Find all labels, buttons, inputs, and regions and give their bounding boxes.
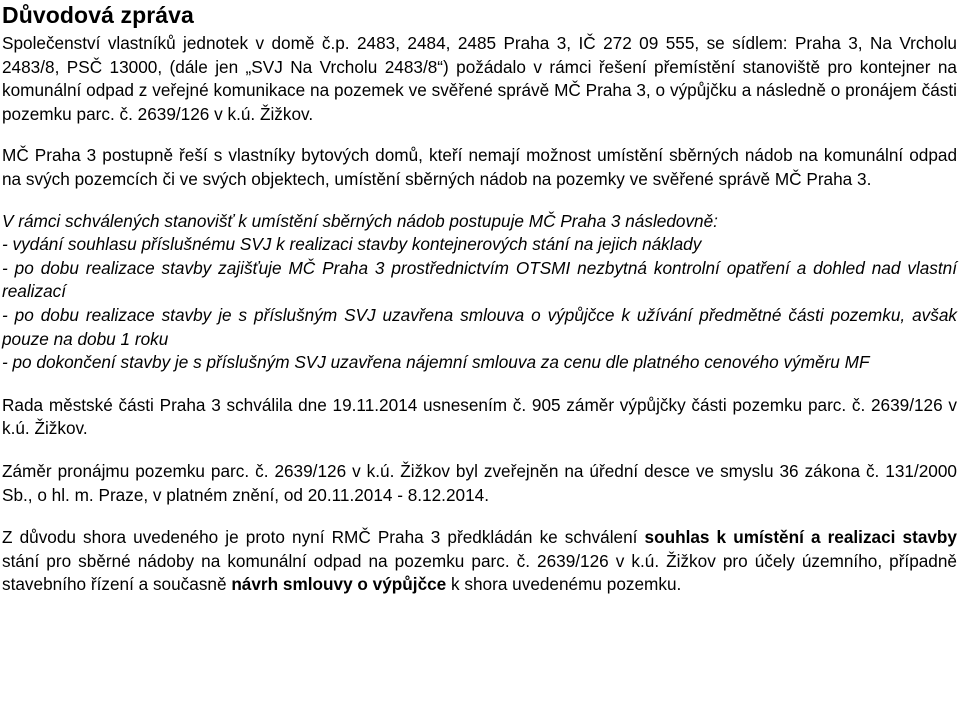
paragraph-council-resolution: Rada městské části Praha 3 schválila dne 19.11.2014 usnesením č. 905 záměr výpůjčky části pozemku parc. č. 2639/126 v k.ú. Žižkov. bbox=[2, 394, 957, 439]
proposal-text: k shora uvedenému pozemku. bbox=[446, 574, 682, 595]
procedure-item: - po dobu realizace stavby je s příslušným SVJ uzavřena smlouva o výpůjčce k užívání předmětné části pozemku, avšak pouze na dobu 1 roku bbox=[2, 304, 957, 349]
proposal-text: Z důvodu shora uvedeného je proto nyní RMČ Praha 3 předkládán ke schválení bbox=[2, 527, 645, 548]
paragraph-procedure bbox=[2, 210, 957, 375]
paragraph-publication: Záměr pronájmu pozemku parc. č. 2639/126 v k.ú. Žižkov byl zveřejněn na úřední desce ve smyslu 36 zákona č. 131/2000 Sb., o hl. m. Praze, v platném znění, od 20.11.2014 - 8.12.2014. bbox=[2, 460, 957, 505]
paragraph-proposal bbox=[2, 526, 957, 597]
document-title: Důvodová zpráva bbox=[2, 2, 194, 28]
proposal-text: stání pro sběrné nádoby na komunální odpad na pozemku parc. č. 2639/126 v k.ú. Žižkov pro účely územního, případně stavebního řízení a současně bbox=[2, 550, 957, 595]
proposal-bold-consent: souhlas k umístění a realizaci stavby bbox=[644, 527, 957, 548]
procedure-item: - po dobu realizace stavby zajišťuje MČ Praha 3 prostřednictvím OTSMI nezbytná kontrolní opatření a dohled nad vlastní realizací bbox=[2, 257, 957, 302]
proposal-bold-contract: návrh smlouvy o výpůjčce bbox=[231, 574, 447, 595]
procedure-item: - vydání souhlasu příslušnému SVJ k realizaci stavby kontejnerových stání na jejich náklady bbox=[2, 234, 702, 255]
paragraph-context: MČ Praha 3 postupně řeší s vlastníky bytových domů, kteří nemají možnost umístění sběrných nádob na komunální odpad na svých pozemcích či ve svých objektech, umístění sběrných nádob na pozemky ve svěřené správě MČ Praha 3. bbox=[2, 145, 957, 189]
document-page bbox=[0, 2, 959, 727]
procedure-intro: V rámci schválených stanovišť k umístění sběrných nádob postupuje MČ Praha 3 následovně: bbox=[2, 210, 718, 231]
procedure-item: - po dokončení stavby je s příslušným SVJ uzavřena nájemní smlouva za cenu dle platného cenového výměru MF bbox=[2, 352, 870, 373]
paragraph-request: Společenství vlastníků jednotek v domě č.p. 2483, 2484, 2485 Praha 3, IČ 272 09 555, se sídlem: Praha 3, Na Vrcholu 2483/8, PSČ 13000, (dále jen „SVJ Na Vrcholu 2483/8“) požádalo v rámci řešení přemístění stanoviště pro kontejner na komunální odpad z veřejné komunikace na pozemek ve svěřené správě MČ Praha 3, o výpůjčku a následně o pronájem části pozemku parc. č. 2639/126 v k.ú. Žižkov. bbox=[2, 33, 957, 124]
